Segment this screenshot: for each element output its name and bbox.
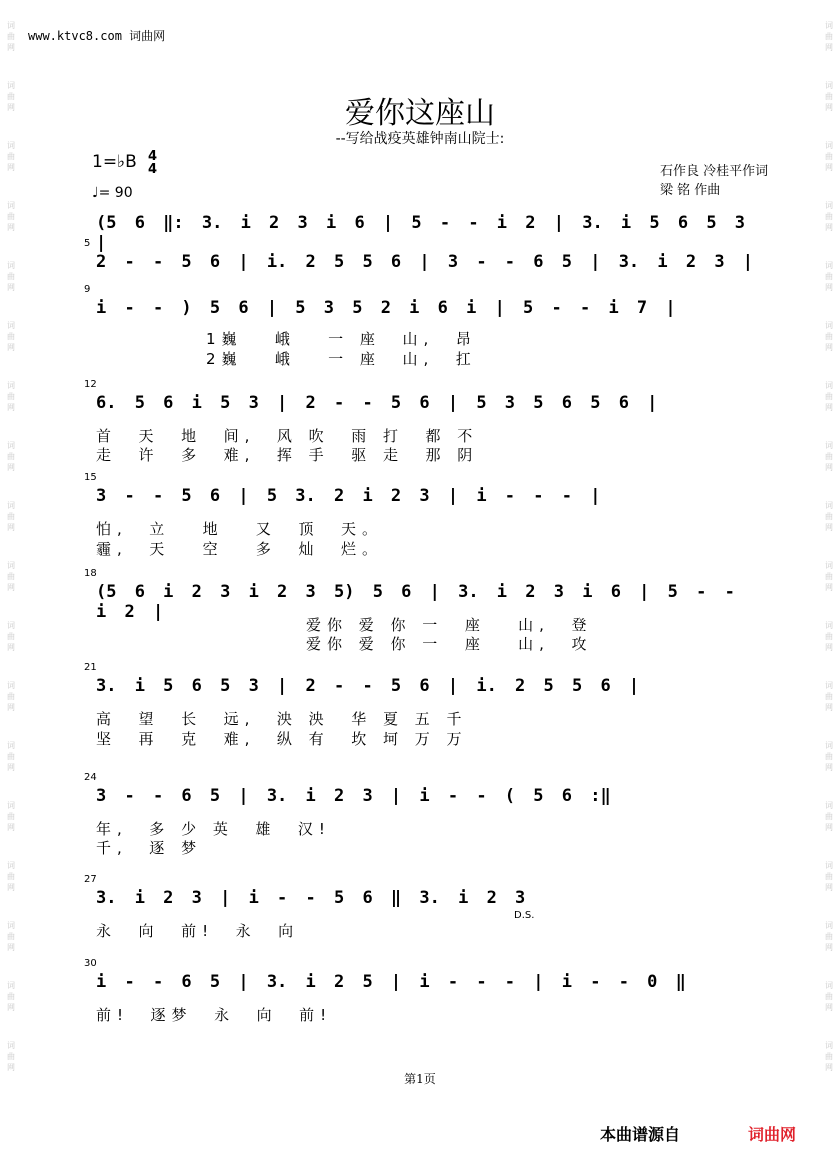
score-system bbox=[0, 568, 840, 662]
measure-number: 30 bbox=[84, 958, 97, 969]
measure-number: 27 bbox=[84, 874, 97, 885]
lyric-verse-2: 千, 逐 梦 bbox=[96, 839, 203, 857]
lyric-verse-1: 永 向 前! 永 向 bbox=[96, 922, 300, 940]
page-number: 第1页 bbox=[404, 1072, 436, 1086]
lyric-verse-2: 2巍 峨 一 座 山, 扛 bbox=[206, 350, 477, 368]
notation-line: 3. i 5 6 5 3 | 2 - - 5 6 | i. 2 5 5 6 | bbox=[96, 676, 640, 696]
notation-line: 3 - - 5 6 | 5 3. 2 i 2 3 | i - - - | bbox=[96, 486, 601, 506]
watermark-left: 词曲网 词曲网 词曲网 词曲网 词曲网 词曲网 词曲网 词曲网 词曲网 词曲网 词曲网 词曲网 词曲网 词曲网 词曲网 词曲网 词曲网 词曲网 bbox=[7, 21, 15, 1072]
tempo-marking: ♩= 90 bbox=[92, 185, 133, 201]
score-system bbox=[0, 958, 840, 1052]
composer-credit: 梁 铭 作曲 bbox=[660, 183, 721, 198]
measure-number: 21 bbox=[84, 662, 97, 673]
score-system bbox=[0, 472, 840, 566]
lyric-verse-1: 爱你 爱 你 一 座 山, 登 bbox=[306, 616, 593, 634]
song-title: 爱你这座山 bbox=[345, 96, 495, 131]
measure-number: 12 bbox=[84, 379, 97, 390]
lyric-verse-2: 走 许 多 难, 挥 手 驱 走 那 阴 bbox=[96, 446, 479, 464]
measure-number: 5 bbox=[84, 238, 91, 249]
ds-marking: D.S. bbox=[514, 910, 535, 921]
lyric-verse-1: 1巍 峨 一 座 山, 昂 bbox=[206, 330, 477, 348]
score-system bbox=[0, 284, 840, 378]
lyric-verse-2: 坚 再 克 难, 纵 有 坎 坷 万 万 bbox=[96, 730, 468, 748]
brand-logo[interactable]: 词曲网 bbox=[748, 1125, 797, 1144]
lyric-verse-2: 霾, 天 空 多 灿 烂。 bbox=[96, 540, 383, 558]
notation-line: 3. i 2 3 | i - - 5 6 ‖ 3. i 2 3 bbox=[96, 888, 526, 908]
site-url: www.ktvc8.com 词曲网 bbox=[28, 29, 166, 43]
notation-line: 2 - - 5 6 | i. 2 5 5 6 | 3 - - 6 5 | 3. i 2 3 | bbox=[96, 252, 754, 272]
notation-line: (5 6 ‖: 3. i 2 3 i 6 | 5 - - i 2 | 3. i 5 6 5 3 | bbox=[96, 213, 746, 253]
score-system bbox=[0, 379, 840, 473]
lyricist-credit: 石作良 冷桂平作词 bbox=[660, 164, 769, 179]
score-system bbox=[0, 874, 840, 968]
source-label: 本曲谱源自 bbox=[600, 1125, 681, 1144]
measure-number: 15 bbox=[84, 472, 97, 483]
measure-number: 18 bbox=[84, 568, 97, 579]
lyric-verse-1: 首 天 地 间, 风 吹 雨 打 都 不 bbox=[96, 427, 479, 445]
notation-line: 3 - - 6 5 | 3. i 2 3 | i - - ( 5 6 :‖ bbox=[96, 786, 611, 806]
time-signature-top: 4 bbox=[148, 149, 158, 164]
watermark-right: 词曲网 词曲网 词曲网 词曲网 词曲网 词曲网 词曲网 词曲网 词曲网 词曲网 词曲网 词曲网 词曲网 词曲网 词曲网 词曲网 词曲网 词曲网 bbox=[825, 21, 833, 1072]
song-subtitle: --写给战疫英雄钟南山院士: bbox=[335, 131, 505, 147]
measure-number: 9 bbox=[84, 284, 91, 295]
notation-line: (5 6 i 2 3 i 2 3 5) 5 6 | 3. i 2 3 i 6 | 5 - - i 2 | bbox=[96, 582, 735, 622]
lyric-verse-1: 年, 多 少 英 雄 汉! bbox=[96, 820, 331, 838]
lyric-verse-1: 前! 逐梦 永 向 前! bbox=[96, 1006, 333, 1024]
notation-line: i - - 6 5 | 3. i 2 5 | i - - - | i - - 0 ‖ bbox=[96, 972, 686, 992]
key-signature: 1=♭B bbox=[92, 152, 137, 172]
score-system bbox=[0, 772, 840, 866]
lyric-verse-2: 爱你 爱 你 一 座 山, 攻 bbox=[306, 635, 593, 653]
time-signature bbox=[148, 150, 157, 176]
lyric-verse-1: 高 望 长 远, 泱 泱 华 夏 五 千 bbox=[96, 710, 468, 728]
notation-line: i - - ) 5 6 | 5 3 5 2 i 6 i | 5 - - i 7 | bbox=[96, 298, 676, 318]
lyric-verse-1: 怕, 立 地 又 顶 天。 bbox=[96, 520, 383, 538]
notation-line: 6. 5 6 i 5 3 | 2 - - 5 6 | 5 3 5 6 5 6 | bbox=[96, 393, 658, 413]
time-signature-bottom: 4 bbox=[148, 162, 158, 177]
measure-number: 24 bbox=[84, 772, 97, 783]
score-system bbox=[0, 662, 840, 756]
